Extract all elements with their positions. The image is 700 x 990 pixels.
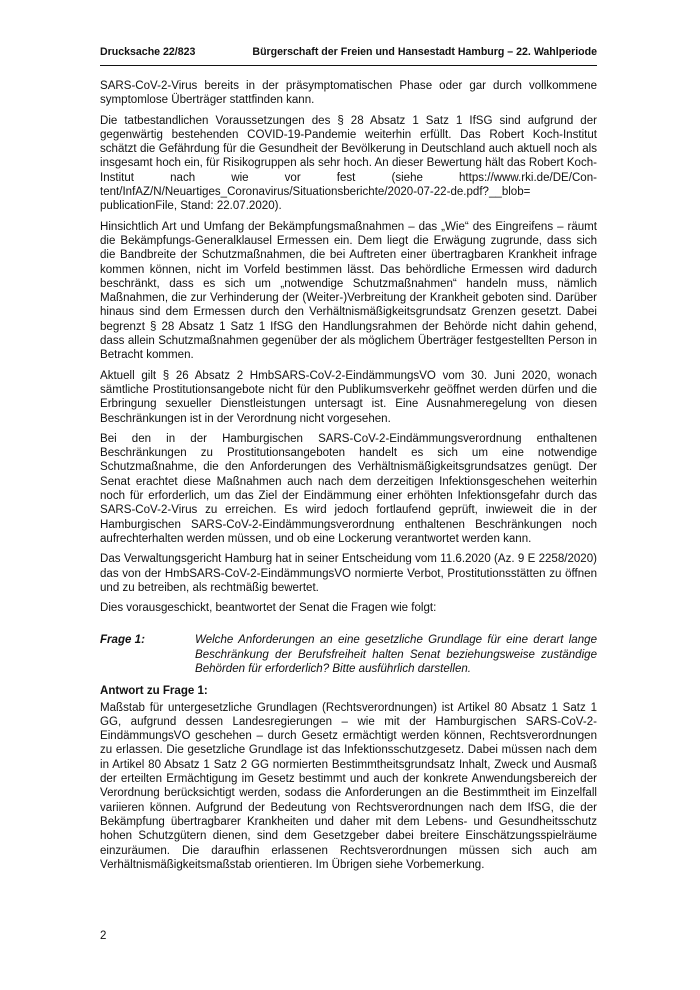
header-rule [100,65,597,66]
question-block [100,633,597,676]
paragraph: Aktuell gilt § 26 Absatz 2 HmbSARS-CoV-2-EindämmungsVO vom 30. Juni 2020, wonach sämtliche Prostitutionsangebote nicht für den Publikumsverkehr geöffnet werden dürfen und die Erbringung sexueller Dienstleistungen untersagt ist. Eine Ausnahmeregelung von diesen Beschränkungen ist in der Verordnung nicht vorgesehen. [100,369,597,425]
paragraph: Dies vorausgeschickt, beantwortet der Senat die Fragen wie folgt: [100,602,437,615]
paragraph: SARS-CoV-2-Virus bereits in der präsymptomatischen Phase oder gar durch vollkommene symptomlose Überträger stattfinden kann. [100,80,597,107]
answer-text: Maßstab für untergesetzliche Grundlagen (Rechtsverordnungen) ist Artikel 80 Absatz 1 Satz 1 GG, aufgrund dessen Landesregierungen – wie mit der Hamburgischen SARS-CoV-2-EindämmungsVO geschehen – durch Gesetz ermächtigt werden können, Rechtsverordnungen zu erlassen. Die gesetzliche Grundlage ist das Infektionsschutzgesetz. Dabei müssen nach dem in Artikel 80 Absatz 1 Satz 2 GG normierten Bestimmtheitsgrundsatz Inhalt, Zweck und Ausmaß der erteilten Ermächtigung im Gesetz bestimmt und auch der konkrete Anwendungsbereich der Verordnung berücksichtigt werden, sodass die Anforderungen an die Bestimmtheit im Einzelfall variieren können. Aufgrund der Bedeutung von Rechtsverordnungen nach dem IfSG, die der Bekämpfung übertragbarer Krankheiten und daher mit dem Lebens- und Gesundheitsschutz hohen Schutzgütern dienen, sind dem Gesetzgeber dabei breitere Einschätzungsspielräume einzuräumen. Die daraufhin erlassenen Rechtsverordnungen müssen sich auch am Verhältnismäßigkeitsmaßstab orientieren. Im Übrigen siehe Vorbemerkung. [100,701,597,871]
paragraph: Das Verwaltungsgericht Hamburg hat in seiner Entscheidung vom 11.6.2020 (Az. 9 E 2258/2020) das von der HmbSARS-CoV-2-EindämmungsVO normierte Verbot, Prostitutionsstätten zu öffnen und zu betreiben, als rechtmäßig bewertet. [100,553,597,594]
paragraph: Die tatbestandlichen Voraussetzungen des § 28 Absatz 1 Satz 1 IfSG sind aufgrund der gegenwärtig bestehenden COVID-19-Pandemie weiterhin erfüllt. Das Robert Koch-Institut schätzt die Gefährdung für die Gesundheit der Bevölkerung in Deutschland auch aktuell noch als insgesamt hoch ein, für Risikogruppen als sehr hoch. An dieser Bewertung hält das Robert Koch-Institut nach wie vor fest (siehe https://www.rki.de/DE/Content/InfAZ/N/Neuartiges_Coronavirus/Situationsberichte/2020-07-22-de.pdf?__blob=​publicationFile, Stand: 22.07.2020). [100,114,597,213]
page-header [100,46,597,64]
parliament-title: Bürgerschaft der Freien und Hansestadt Hamburg – 22. Wahlperiode [252,46,597,58]
paragraph: Bei den in der Hamburgischen SARS-CoV-2-Eindämmungsverordnung enthaltenen Beschränkungen zu Prostitutionsangeboten handelt es sich um eine notwendige Schutzmaßnahme, die den Anforderungen des Verhältnismäßigkeitsgrundsatzes genügt. Der Senat erachtet diese Maßnahmen auch nach dem derzeitigen Infektionsgeschehen weiterhin noch für erforderlich, um das Ziel der Eindämmung einer erhöhten Infektionsgefahr durch das SARS-CoV-2-Virus zu erreichen. Es wird jedoch fortlaufend geprüft, inwieweit die in der Hamburgischen SARS-CoV-2-Eindämmungsverordnung enthaltenen Beschränkungen noch aufrechterhalten werden müssen, und ob eine Lockerung verantwortet werden kann. [100,432,597,545]
question-text: Welche Anforderungen an eine gesetzliche Grundlage für eine derart lange Beschränkung der Berufsfreiheit halten Senat beziehungsweise zuständige Behörden für erforderlich? Bitte ausführlich darstellen. [195,634,597,675]
question-label: Frage 1: [100,634,145,647]
paragraph: Hinsichtlich Art und Umfang der Bekämpfungsmaßnahmen – das „Wie“ des Eingreifens – räumt die Bekämpfungs-Generalklausel Ermessen ein. Dem liegt die Erwägung zugrunde, dass sich die Bandbreite der Schutzmaßnahmen, die bei Auftreten einer übertragbaren Krankheit infrage kommen können, nicht im Vorfeld bestimmen lässt. Das behördliche Ermessen wird dadurch beschränkt, dass es sich um „notwendige Schutzmaßnahmen“ handeln muss, nämlich Maßnahmen, die zur Verhinderung der (Weiter-)Verbreitung der Krankheit geboten sind. Darüber hinaus sind dem Ermessen durch den Verhältnismäßigkeitsgrundsatz Grenzen gesetzt. Dabei begrenzt § 28 Absatz 1 Satz 1 IfSG den Handlungsrahmen der Behörde nicht dahin gehend, dass allein Schutzmaßnahmen gegenüber der als möglichem Überträger festgestellten Person in Betracht kommen. [100,220,597,362]
document-number: Drucksache 22/823 [100,46,196,58]
answer-heading: Antwort zu Frage 1: [100,685,208,698]
page-number: 2 [100,930,107,942]
document-body [100,79,597,878]
